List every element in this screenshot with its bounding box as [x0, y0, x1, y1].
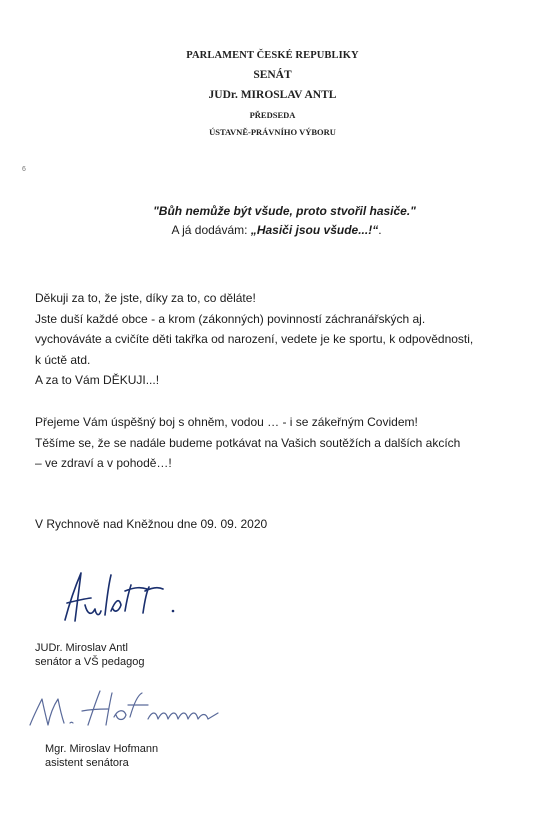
paragraph-line: Přejeme Vám úspěšný boj s ohněm, vodou … - i se zákeřným Covidem!	[35, 415, 418, 429]
paragraph-thanks	[35, 288, 515, 391]
header-role: PŘEDSEDA	[249, 110, 296, 120]
quote-emphasis: „Hasiči jsou všude...!“	[250, 223, 379, 237]
signer-hofmann	[45, 742, 158, 770]
header-name: JUDr. MIROSLAV ANTL	[208, 89, 337, 101]
margin-mark: 6	[22, 166, 26, 173]
paragraph-line: Děkuji za to, že jste, díky za to, co děláte!	[35, 291, 256, 305]
place-and-date: V Rychnově nad Kněžnou dne 09. 09. 2020	[35, 517, 268, 531]
quote-line-2	[4, 223, 545, 237]
paragraph-line: – ve zdraví a v pohodě…!	[35, 456, 172, 470]
quote-suffix: .	[378, 223, 382, 237]
header-parliament: PARLAMENT ČESKÉ REPUBLIKY	[186, 50, 359, 61]
signer-name: Mgr. Miroslav Hofmann	[45, 743, 159, 755]
paragraph-line: k úctě atd.	[35, 352, 91, 367]
header-chamber: SENÁT	[253, 69, 292, 81]
paragraph-line: vychováváte a cvičíte děti takřka od narození, vedete je ke sportu, k odpovědnosti,	[35, 332, 474, 346]
header-committee: ÚSTAVNĚ-PRÁVNÍHO VÝBORU	[209, 127, 336, 137]
signer-name: JUDr. Miroslav Antl	[35, 642, 128, 654]
paragraph-wishes	[35, 412, 515, 474]
paragraph-line: Těšíme se, že se nadále budeme potkávat na Vašich soutěžích a dalších akcích	[35, 435, 461, 450]
signer-antl	[35, 641, 144, 669]
signer-title: asistent senátora	[45, 757, 129, 769]
paragraph-line: Jste duší každé obce - a krom (zákonných) povinností záchranářských aj.	[35, 311, 426, 326]
quote-prefix: A já dodávám:	[171, 223, 251, 237]
signature-antl	[55, 565, 205, 625]
signer-title: senátor a VŠ pedagog	[35, 656, 145, 668]
paragraph-line: A za to Vám DĚKUJI...!	[35, 373, 160, 387]
signature-hofmann	[22, 685, 222, 730]
quote-line-1: "Bůh nemůže být všude, proto stvořil hasiče."	[153, 204, 416, 218]
